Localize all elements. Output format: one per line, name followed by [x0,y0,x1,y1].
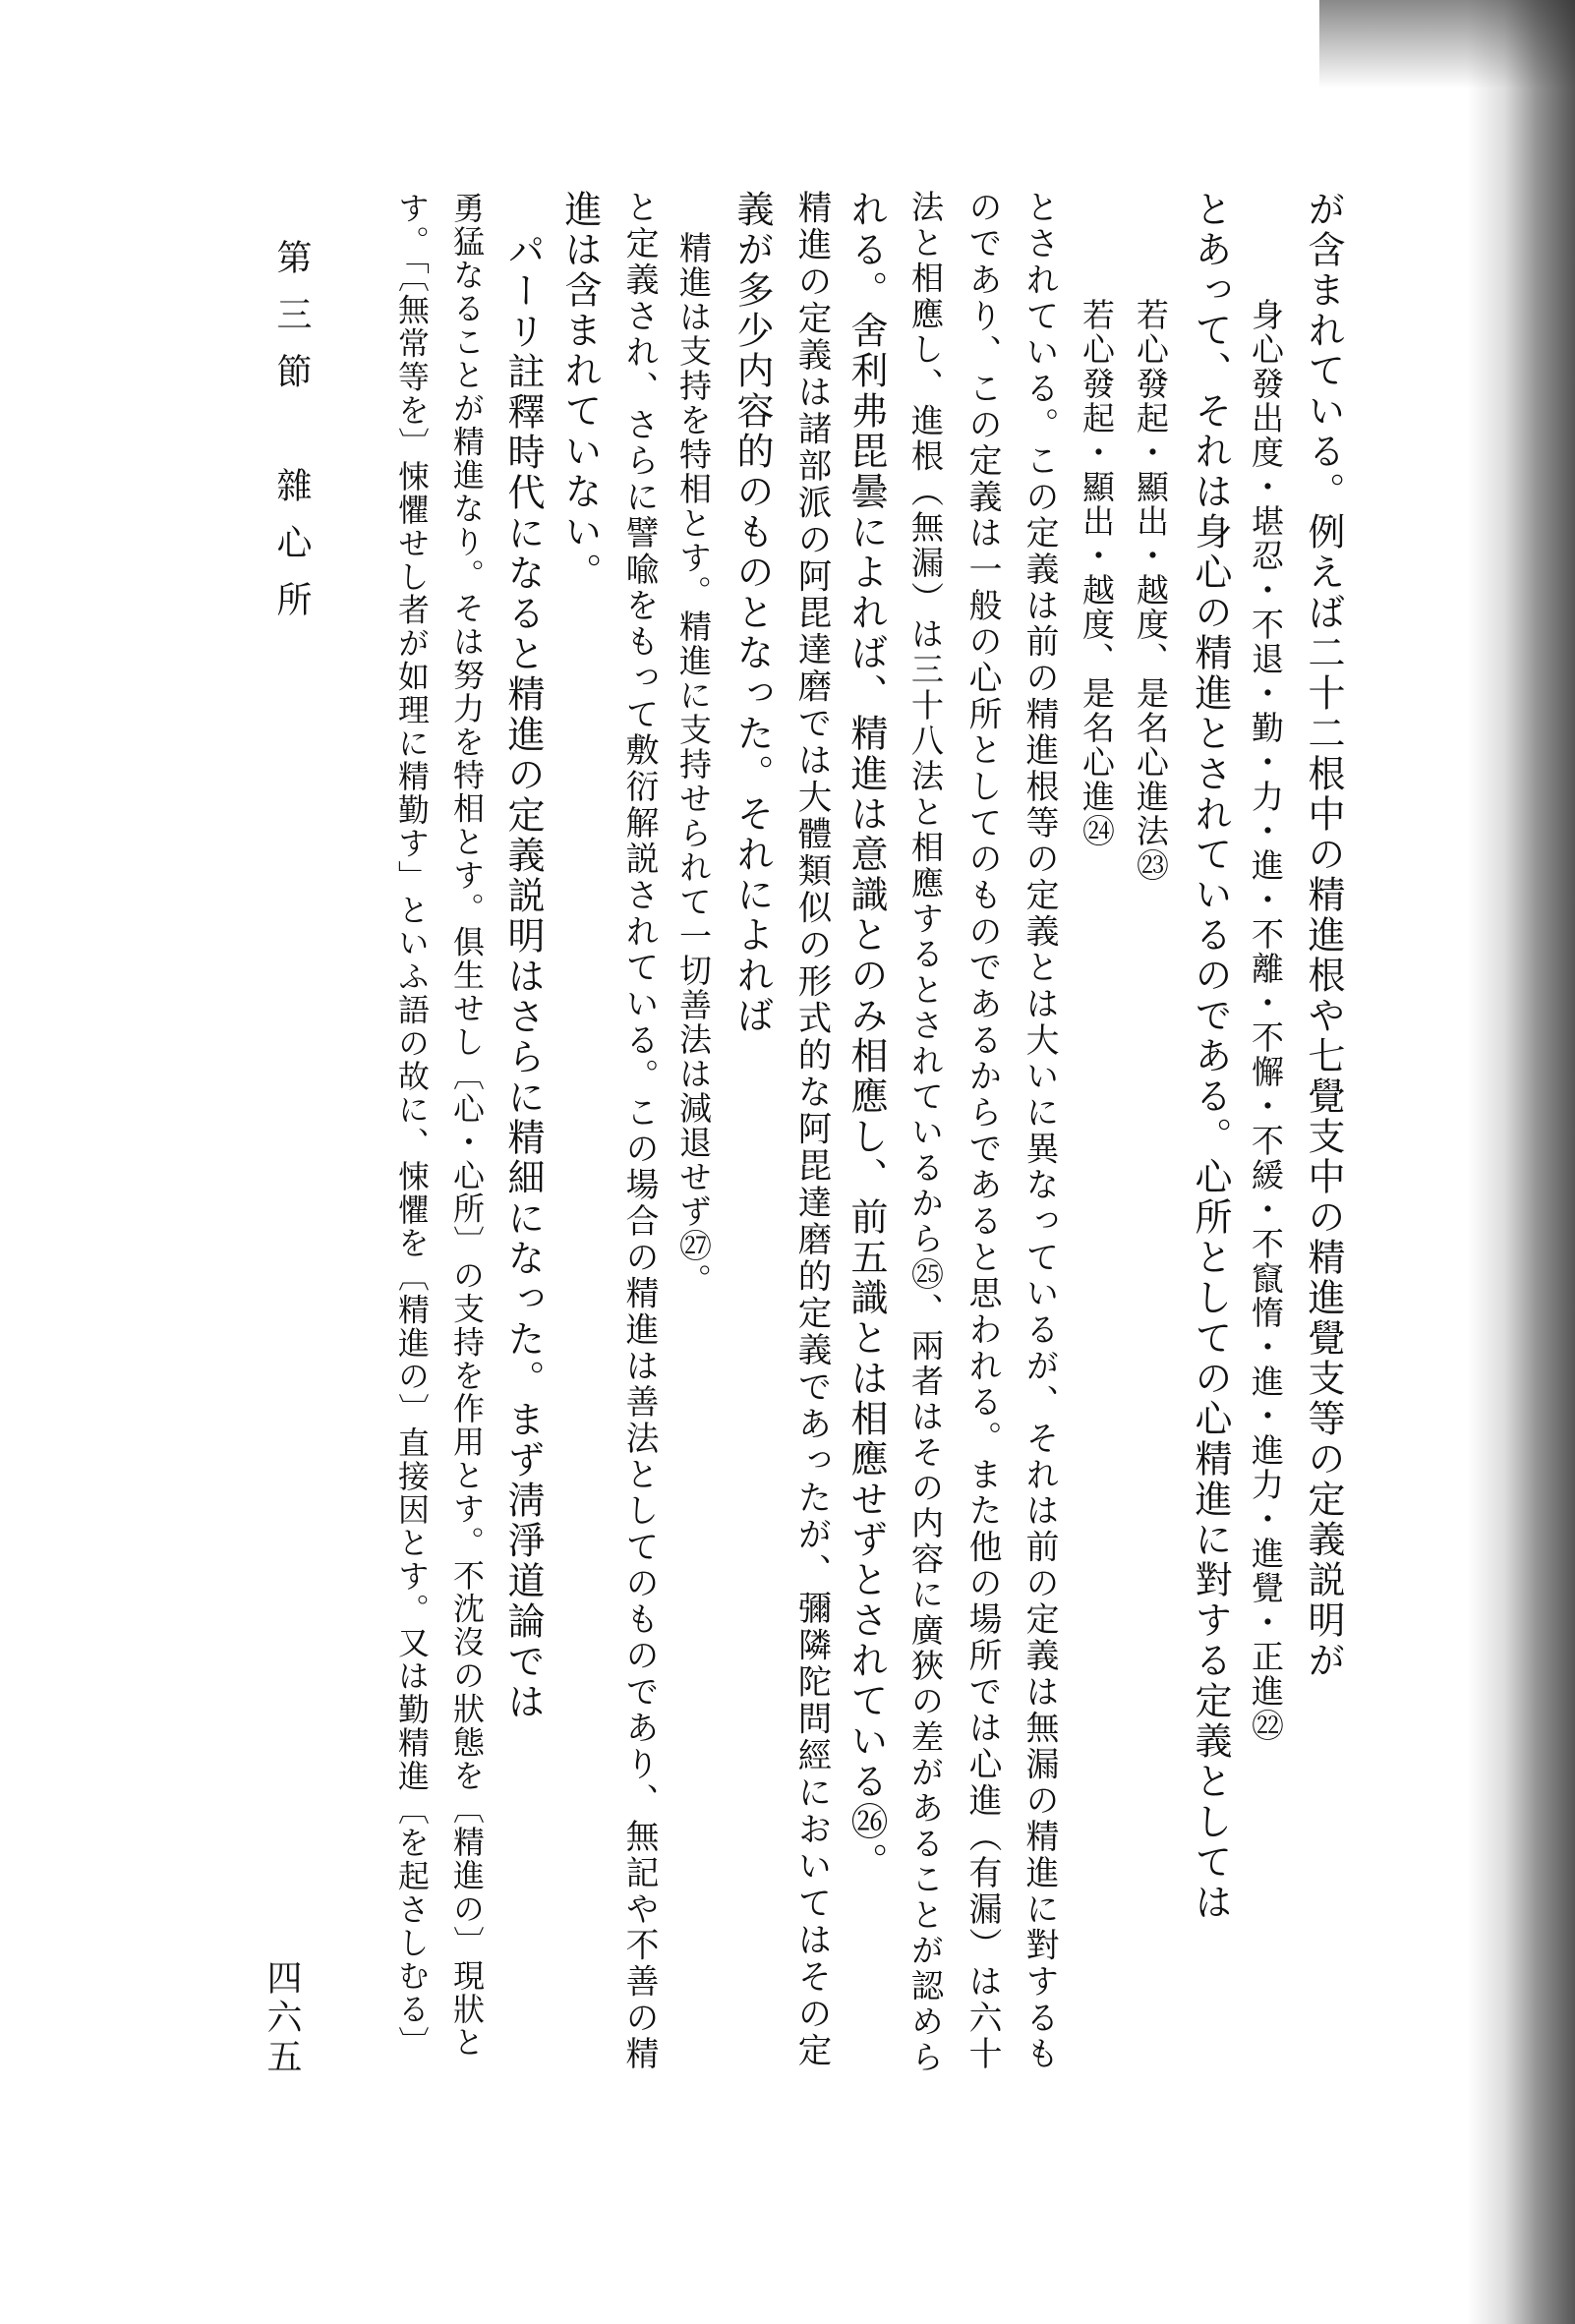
text-line: 精進の定義は諸部派の阿毘達磨では大體類似の形式的な阿毘達磨的定義であったが、彌隣陀問經においてはその定 [791,190,831,2069]
text-line: 義が多少内容的のものとなった。それによれば [730,190,774,1036]
text-line: 若心發起・顯出・越度、是名心進法㉓ [1132,298,1170,883]
text-line: が含まれている。例えば二十二根中の精進根や七覺支中の精進覺支等の定義説明が [1302,190,1345,1681]
text-line: とされている。この定義は前の精進根等の定義とは大いに異なっているが、それは前の定義は無漏の精進に對するも [1021,190,1059,2073]
text-line: 精進は支持を特相とす。精進に支持せられて一切善法は減退せず㉗。 [674,231,713,1298]
text-line: パーリ註釋時代になると精進の定義説明はさらに精細になった。まず淸淨道論では [501,231,545,1722]
text-line: と定義され、さらに譬喩をもって敷衍解説されている。この場合の精進は善法としてのものであり、無記や不善の精 [620,190,659,2073]
text-line: のであり、この定義は一般の心所としてのものであるからであると思われる。また他の場所では心進（有漏）は六十 [963,190,1002,2073]
scan-shadow-top [1319,0,1575,88]
text-line: とあって、それは身心の精進とされているのである。心所としての心精進に對する定義としては [1189,190,1232,1923]
text-line: れる。舍利弗毘曇によれば、精進は意識とのみ相應し、前五識とは相應せずとされている㉖。 [845,190,888,1883]
scan-shadow [1467,0,1575,2324]
text-line: 若心發起・顯出・越度、是名心進㉔ [1078,298,1116,848]
text-line: 進は含まれていない。 [558,190,602,593]
text-line: 勇猛なることが精進なり。そは努力を特相とす。俱生せし〔心・心所〕の支持を作用とす。不沈沒の狀態を〔精進の〕現狀と [448,192,486,2060]
page-number: 四六五 [262,1959,302,2077]
text-line: 身心發出度・堪忍・不退・勤・力・進・不離・不懈・不緩・不竄惰・進・進力・進覺・正進㉒ [1247,298,1285,1743]
running-footer: 第三節 雜心所 [271,239,312,638]
text-line: 法と相應し、進根（無漏）は三十八法と相應するとされているから㉕、兩者はその内容に廣狹の差があることが認めら [906,190,945,2076]
text-line: す。「〔無常等を〕悚懼せし者が如理に精勤す」といふ語の故に、悚懼を〔精進の〕直接因とす。又は勤精進〔を起さしむる〕 [393,192,431,2060]
